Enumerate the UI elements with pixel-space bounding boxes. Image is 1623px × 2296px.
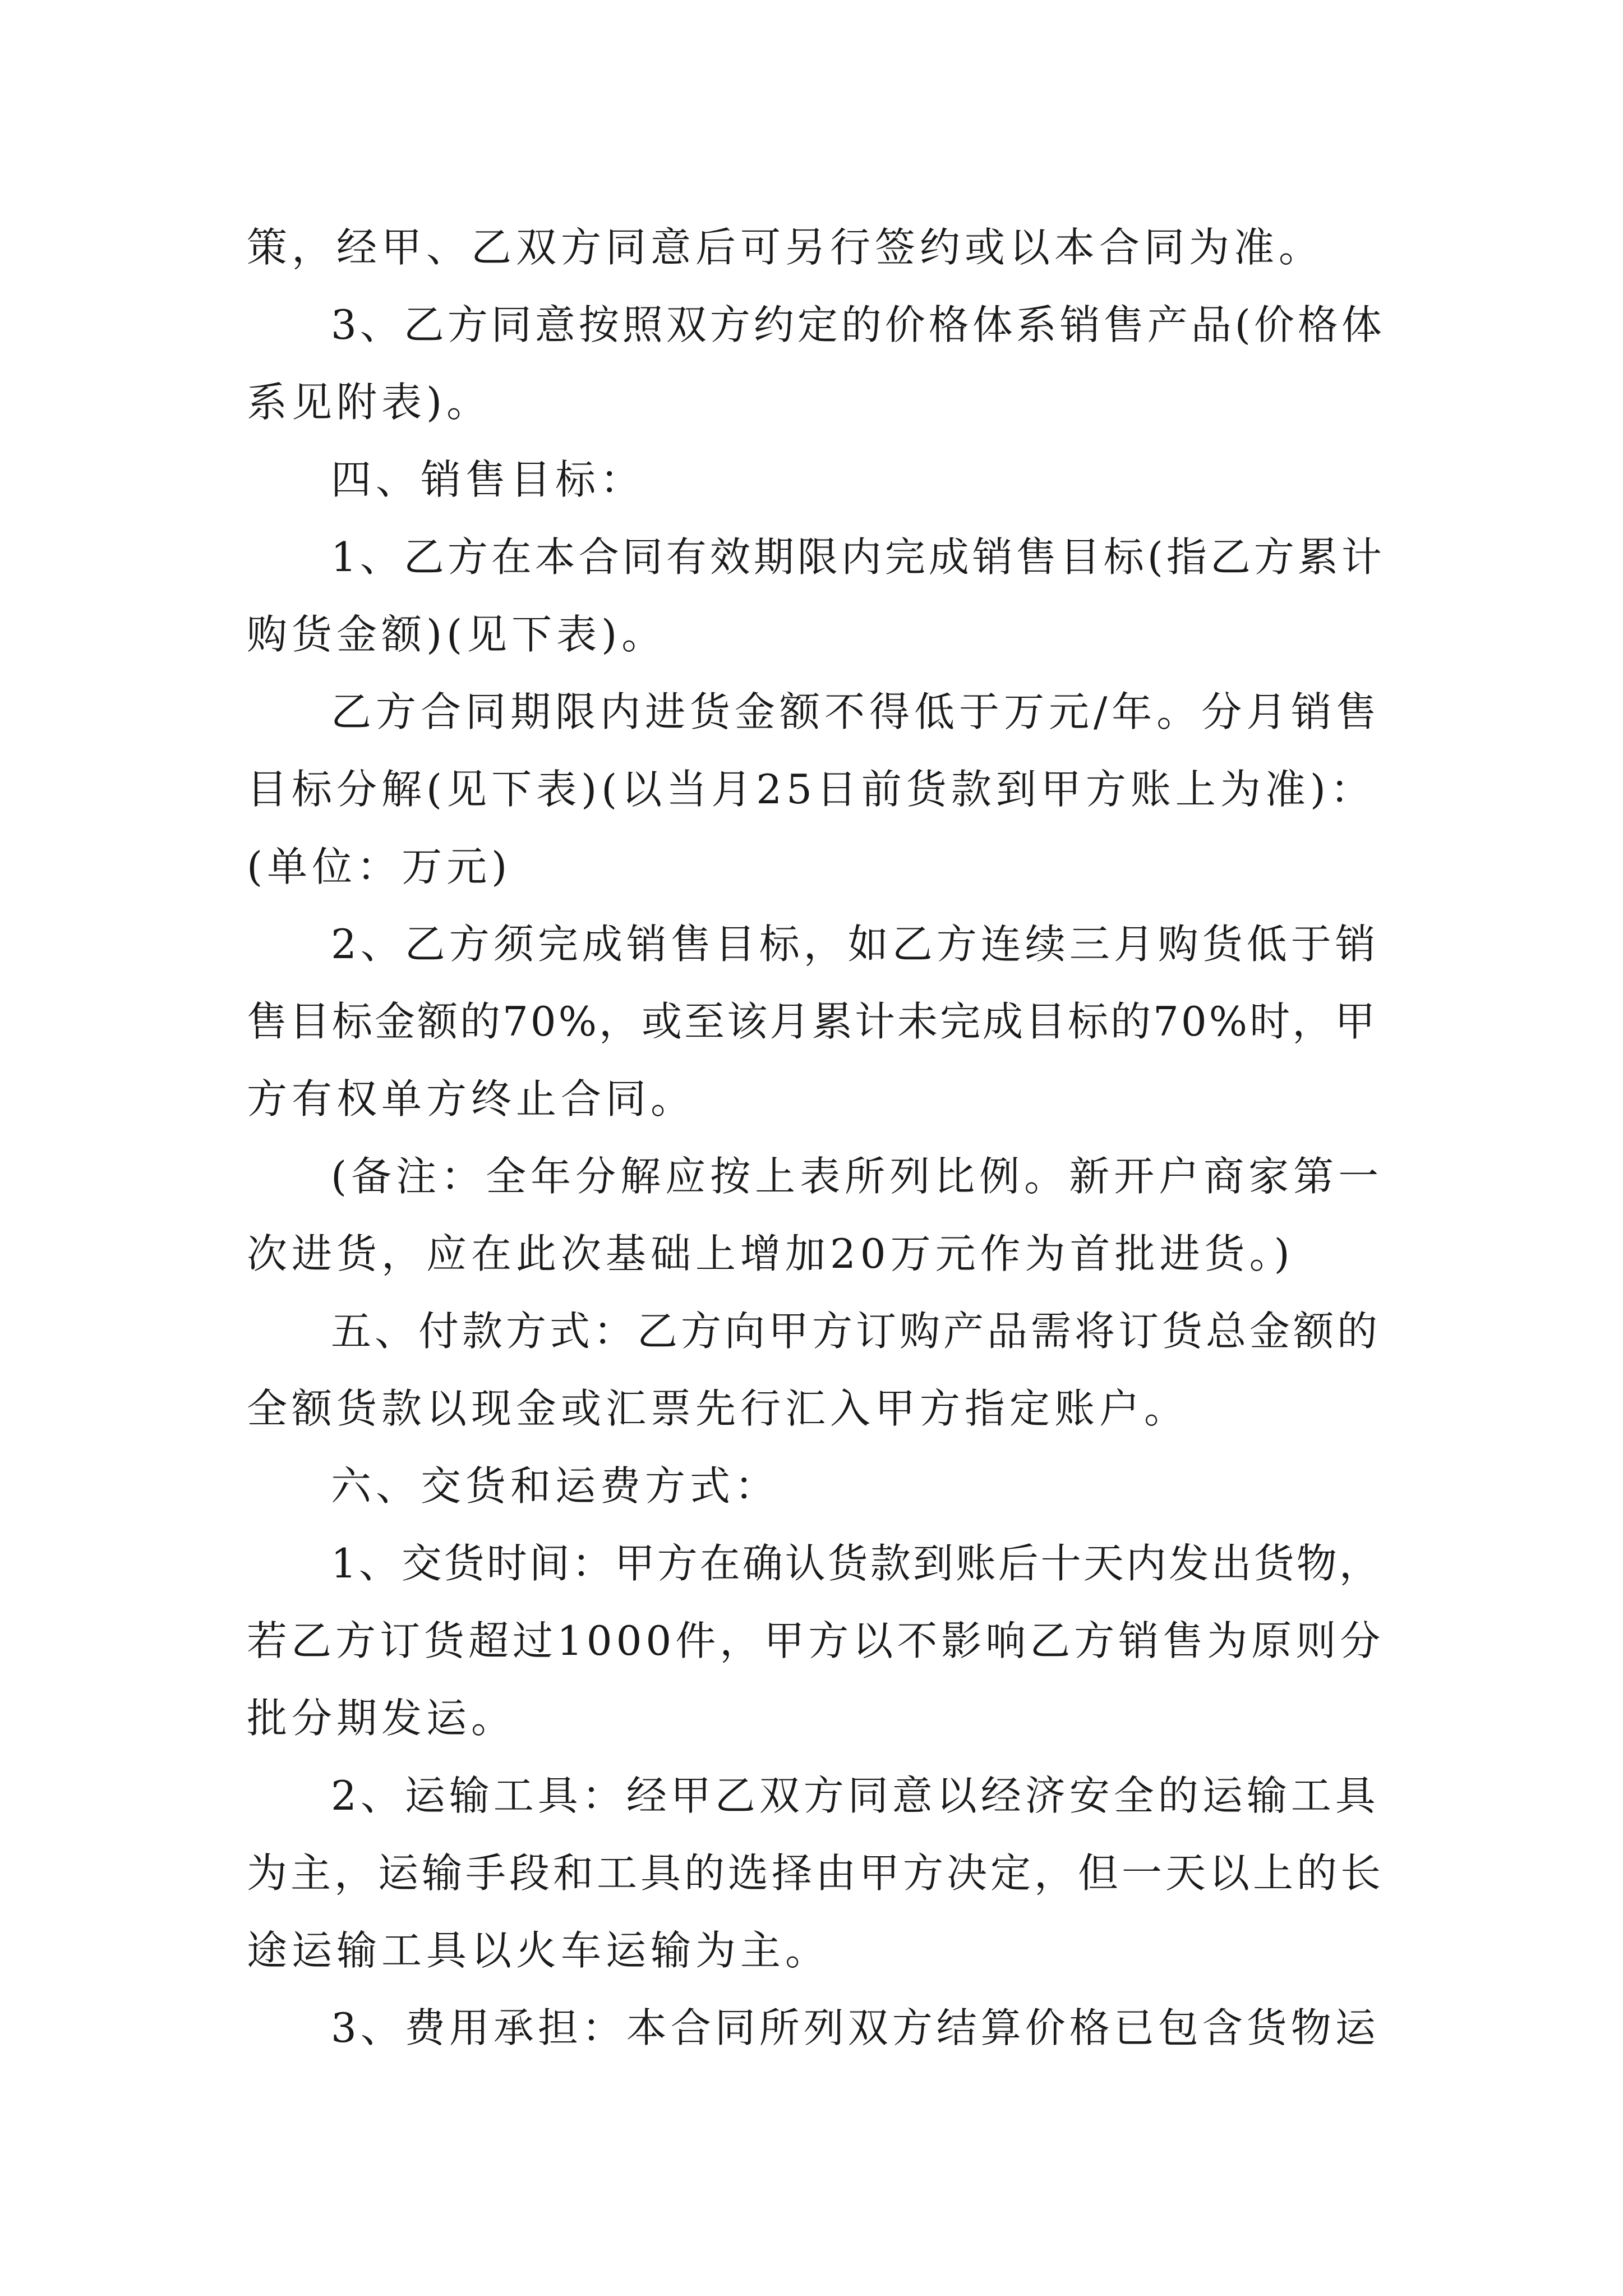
- text-line: 乙方合同期限内进货金额不得低于万元/年。分月销售: [331, 688, 1381, 735]
- text-line: 目标分解(见下表)(以当月25日前货款到甲方账上为准)：: [247, 766, 1375, 813]
- contract-text: [247, 209, 1389, 2067]
- text-line: 购货金额)(见下表)。: [247, 611, 667, 658]
- text-line: 策，经甲、乙双方同意后可另行签约或以本合同为准。: [247, 224, 1324, 271]
- text-line: 3、费用承担：本合同所列双方结算价格已包含货物运: [331, 2004, 1380, 2051]
- text-line: 五、付款方式：乙方向甲方订购产品需将订货总金额的: [331, 1308, 1381, 1355]
- text-line: 方有权单方终止合同。: [247, 1075, 696, 1122]
- text-line: 1、交货时间：甲方在确认货款到账后十天内发出货物，: [331, 1540, 1382, 1587]
- text-line: 次进货，应在此次基础上增加20万元作为首批进货。): [247, 1230, 1294, 1277]
- text-line: 若乙方订货超过1000件，甲方以不影响乙方销售为原则分: [247, 1617, 1385, 1664]
- text-line: 3、乙方同意按照双方约定的价格体系销售产品(价格体: [331, 301, 1385, 348]
- text-line: 1、乙方在本合同有效期限内完成销售目标(指乙方累计: [331, 533, 1385, 581]
- text-line: 批分期发运。: [247, 1695, 517, 1742]
- text-line: 2、乙方须完成销售目标，如乙方连续三月购货低于销: [331, 921, 1380, 968]
- text-line: 系见附表)。: [247, 379, 492, 426]
- text-line: 四、销售目标：: [331, 456, 645, 503]
- text-line: 全额货款以现金或汇票先行汇入甲方指定账户。: [247, 1385, 1189, 1432]
- text-line: 途运输工具以火车运输为主。: [247, 1927, 831, 1974]
- text-line: 六、交货和运费方式：: [331, 1462, 780, 1510]
- text-line: (单位：万元): [247, 843, 512, 890]
- text-line: 2、运输工具：经甲乙双方同意以经济安全的运输工具: [331, 1772, 1380, 1819]
- text-line: (备注：全年分解应按上表所列比例。新开户商家第一: [331, 1153, 1384, 1200]
- text-line: 为主，运输手段和工具的选择由甲方决定，但一天以上的长: [247, 1849, 1385, 1897]
- text-line: 售目标金额的70%，或至该月累计未完成目标的70%时，甲: [247, 998, 1378, 1045]
